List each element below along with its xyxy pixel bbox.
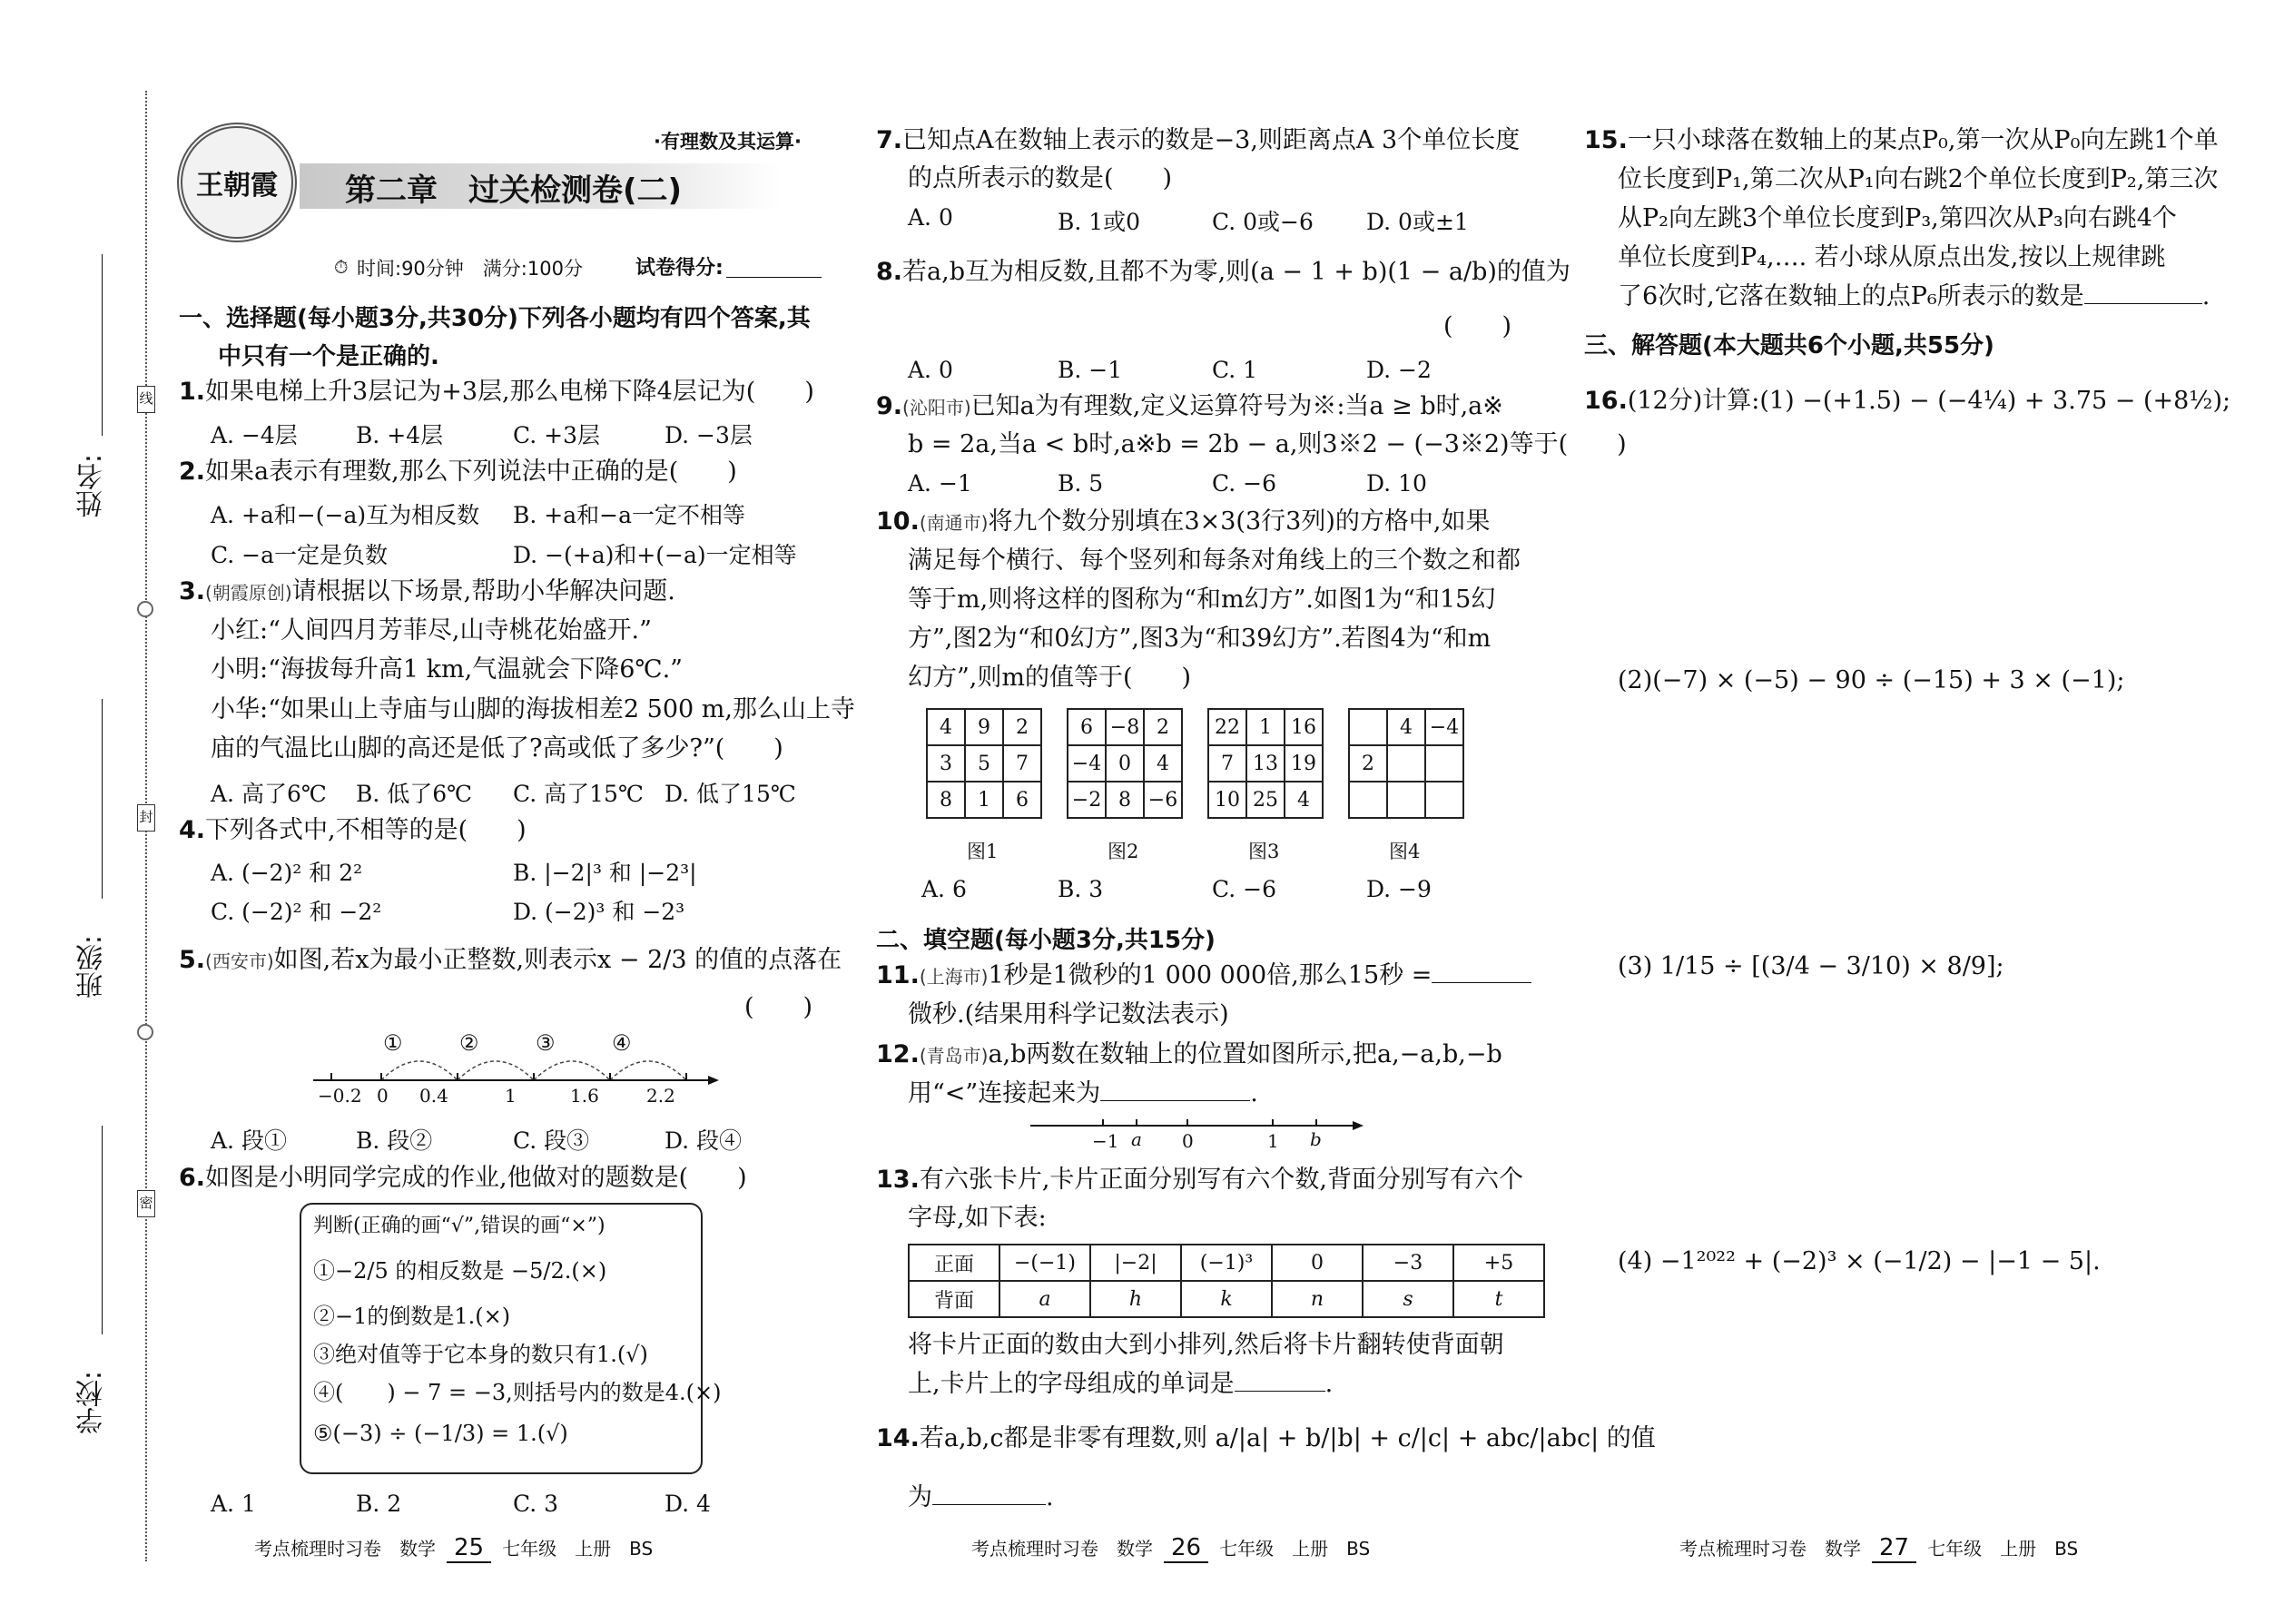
- footer-left: 考点梳理时习卷 数学: [1679, 1538, 1861, 1560]
- q1-num: 1.: [179, 378, 206, 406]
- q10-text-cont: 等于m,则将这样的图称为“和m幻方”.如图1为“和15幻: [908, 586, 1496, 614]
- q7: [876, 123, 1520, 159]
- q7-text: 已知点A在数轴上表示的数是−3,则距离点A 3个单位长度: [902, 126, 1521, 154]
- q2-num: 2.: [179, 458, 206, 486]
- q8-text: 若a,b互为相反数,且都不为零,则(a − 1 + b)(1 − a/b)的值为: [902, 258, 1570, 286]
- score-label: 试卷得分:: [635, 257, 724, 280]
- q9: [876, 389, 1503, 426]
- q13: [876, 1162, 1523, 1198]
- q12-text-cont: 用“<”连接起来为: [908, 1079, 1101, 1107]
- q12-blank[interactable]: [1100, 1100, 1250, 1101]
- q14-blank[interactable]: [932, 1504, 1046, 1505]
- q9-option-a[interactable]: A. −1: [908, 470, 972, 497]
- q13-text-cont: 上,卡片上的字母组成的单词是: [908, 1370, 1235, 1398]
- q6: [179, 1160, 747, 1196]
- q3-option-b[interactable]: B. 低了6℃: [356, 781, 473, 807]
- q8-option-b[interactable]: B. −1: [1058, 357, 1123, 383]
- q13-back-row: 背面 a h k n s t: [909, 1281, 1544, 1317]
- q8-option-a[interactable]: A. 0: [908, 357, 953, 383]
- q16-part2: (2)(−7) × (−5) − 90 ÷ (−15) + 3 × (−1);: [1618, 666, 2125, 694]
- q7-text-cont: 的点所表示的数是( ): [908, 164, 1173, 192]
- q5-option-d[interactable]: D. 段④: [665, 1127, 743, 1154]
- q3-text: 请根据以下场景,帮助小华解决问题.: [291, 577, 675, 605]
- q3-line1: 小红:“人间四月芳菲尽,山寺桃花始盛开.”: [211, 616, 652, 645]
- q14-text-cont: 为: [908, 1483, 932, 1511]
- q12-tick-label: a: [1131, 1128, 1142, 1150]
- q5-tick-label: 1.6: [570, 1085, 599, 1107]
- section3-title: 三、解答题(本大题共6个小题,共55分): [1584, 332, 1994, 359]
- q11-blank[interactable]: [1432, 982, 1531, 983]
- magic-square-2: 6 −8 2 −4 0 4 −2 8 −6: [1067, 708, 1183, 819]
- q14-num: 14.: [876, 1424, 920, 1452]
- q3-line2: 小明:“海拔每升高1 km,气温就会下降6℃.”: [211, 655, 683, 684]
- side-class-blank[interactable]: [102, 699, 103, 899]
- q2: [179, 454, 737, 490]
- q1-option-a[interactable]: A. −4层: [211, 422, 298, 448]
- q6-num: 6.: [179, 1164, 206, 1192]
- brand-logo-text: 王朝霞: [196, 170, 278, 202]
- q1-option-c[interactable]: C. +3层: [513, 422, 600, 448]
- footer-page-25: [254, 1534, 653, 1563]
- q9-option-c[interactable]: C. −6: [1212, 470, 1276, 497]
- q10: [876, 504, 1490, 541]
- q6-homework-line: ②−1的倒数是1.(×): [313, 1304, 511, 1329]
- q10-num: 10.: [876, 507, 920, 536]
- q15-text-cont: 单位长度到P₄,…. 若小球从原点出发,按以上规律跳: [1618, 243, 2166, 271]
- q12-tick-label: 1: [1267, 1130, 1279, 1152]
- q11-text: 1秒是1微秒的1 000 000倍,那么15秒 =: [988, 961, 1433, 989]
- q6-homework-line: ⑤(−3) ÷ (−1/3) = 1.(√): [313, 1421, 568, 1446]
- footer-left: 考点梳理时习卷 数学: [254, 1538, 436, 1560]
- q3-line4: 庙的气温比山脚的高还是低了?高或低了多少?”( ): [211, 734, 783, 763]
- q2-text: 如果a表示有理数,那么下列说法中正确的是( ): [205, 458, 737, 486]
- q4-num: 4.: [179, 816, 206, 844]
- q13-text: 有六张卡片,卡片正面分别写有六个数,背面分别写有六个: [919, 1166, 1524, 1194]
- q12: [876, 1037, 1502, 1074]
- q13-card-table: [908, 1244, 1545, 1318]
- footer-right: 七年级 上册 BS: [502, 1538, 654, 1560]
- q16: [1584, 383, 2230, 419]
- q10-text: 将九个数分别填在3×3(3行3列)的方格中,如果: [988, 507, 1491, 536]
- q6-text: 如图是小明同学完成的作业,他做对的题数是( ): [205, 1164, 747, 1192]
- time-info: 时间:90分钟 满分:100分: [357, 258, 583, 280]
- page-number: 25: [447, 1534, 491, 1563]
- clock-icon: ⏱: [334, 256, 349, 278]
- q8-num: 8.: [876, 258, 903, 286]
- q10-text-cont: 幻方”,则m的值等于( ): [908, 664, 1192, 692]
- q11-text-cont: 微秒.(结果用科学记数法表示): [908, 1000, 1229, 1029]
- q6-option-a[interactable]: A. 1: [211, 1491, 256, 1517]
- q13-num: 13.: [876, 1166, 920, 1194]
- q10-option-a[interactable]: A. 6: [921, 876, 967, 902]
- q10-option-b[interactable]: B. 3: [1058, 876, 1104, 902]
- q5-option-a[interactable]: A. 段①: [211, 1127, 287, 1154]
- q9-text: 已知a为有理数,定义运算符号为※:当a ≥ b时,a※: [970, 392, 1503, 420]
- q5-num: 5.: [179, 946, 206, 974]
- q10-source: (南通市): [919, 512, 989, 534]
- q6-option-c[interactable]: C. 3: [513, 1491, 559, 1517]
- q2-option-d[interactable]: D. −(+a)和+(−a)一定相等: [513, 542, 797, 568]
- q6-homework-line: ①−2/5 的相反数是 −5/2.(×): [313, 1258, 607, 1284]
- section1-title: 一、选择题(每小题3分,共30分)下列各小题均有四个答案,其: [179, 305, 811, 332]
- seal-mark-line: 线: [137, 386, 155, 413]
- q5-seg-label-2: ②: [459, 1030, 479, 1056]
- q6-homework-line: ③绝对值等于它本身的数只有1.(√): [313, 1342, 648, 1367]
- score-blank[interactable]: [726, 277, 822, 278]
- q1-text: 如果电梯上升3层记为+3层,那么电梯下降4层记为( ): [205, 378, 814, 406]
- section2-title: 二、填空题(每小题3分,共15分): [876, 927, 1216, 954]
- q3-option-a[interactable]: A. 高了6℃: [211, 781, 327, 807]
- q2-option-c[interactable]: C. −a一定是负数: [211, 542, 388, 568]
- magic-caption: 图3: [1248, 841, 1280, 862]
- section1-title-cont: 中只有一个是正确的.: [218, 343, 439, 370]
- q15-blank[interactable]: [2084, 303, 2202, 304]
- q4-option-b[interactable]: B. |−2|³ 和 |−2³|: [513, 860, 697, 886]
- footer-page-27: [1679, 1534, 2078, 1563]
- q7-option-a[interactable]: A. 0: [908, 204, 953, 231]
- binding-hole: [137, 1024, 153, 1040]
- q6-option-b[interactable]: B. 2: [356, 1491, 402, 1517]
- q1-option-d[interactable]: D. −3层: [665, 422, 753, 448]
- q5-paren: ( ): [744, 993, 813, 1021]
- q8-paren: ( ): [1443, 312, 1512, 340]
- side-name-blank[interactable]: [102, 254, 103, 436]
- footer-page-26: [971, 1534, 1370, 1563]
- q2-option-a[interactable]: A. +a和−(−a)互为相反数: [211, 502, 480, 528]
- q7-option-b[interactable]: B. 1或0: [1058, 209, 1141, 235]
- q3-source: (朝霞原创): [205, 582, 292, 604]
- q5-text: 如图,若x为最小正整数,则表示x − 2/3 的值的点落在: [273, 946, 842, 974]
- q16-part1: (12分)计算:(1) −(+1.5) − (−4¼) + 3.75 − (+8½);: [1627, 387, 2231, 415]
- q14-line2: 为 .: [908, 1483, 1054, 1511]
- header-tagline: ·有理数及其运算·: [654, 131, 802, 153]
- q5: [179, 942, 842, 979]
- q4-option-a[interactable]: A. (−2)² 和 2²: [211, 860, 363, 886]
- q11-source: (上海市): [919, 966, 989, 988]
- page-number: 26: [1164, 1534, 1208, 1563]
- magic-square-1: 4 9 2 3 5 7 8 1 6: [926, 708, 1042, 819]
- side-class-label: 班级:: [76, 935, 108, 999]
- q4-option-c[interactable]: C. (−2)² 和 −2²: [211, 899, 382, 925]
- q6-option-d[interactable]: D. 4: [665, 1491, 711, 1517]
- q8-option-d[interactable]: D. −2: [1366, 357, 1432, 383]
- q15-line5: 了6次时,它落在数轴上的点P₆所表示的数是 .: [1618, 282, 2210, 310]
- q5-tick-label: 2.2: [646, 1085, 675, 1107]
- footer-right: 七年级 上册 BS: [1927, 1538, 2079, 1560]
- q10-text-cont: 方”,图2为“和0幻方”,图3为“和39幻方”.若图4为“和m: [908, 625, 1492, 653]
- q5-seg-label-1: ①: [383, 1030, 403, 1056]
- q3-option-c[interactable]: C. 高了15℃: [513, 781, 644, 807]
- q5-seg-label-4: ④: [612, 1030, 632, 1056]
- q12-num: 12.: [876, 1040, 920, 1068]
- page-number: 27: [1872, 1534, 1916, 1563]
- q11: [876, 958, 1531, 995]
- q12-tick-label: 0: [1182, 1130, 1194, 1152]
- q4-option-d[interactable]: D. (−2)³ 和 −2³: [513, 899, 685, 925]
- q6-homework-line: 判断(正确的画“√”,错误的画“×”): [313, 1215, 605, 1237]
- q4-text: 下列各式中,不相等的是( ): [205, 816, 527, 844]
- q13-text-cont: 字母,如下表:: [908, 1204, 1047, 1232]
- q15-text-cont: 位长度到P₁,第二次从P₁向右跳2个单位长度到P₂,第三次: [1618, 165, 2219, 193]
- q15-text-cont: 从P₂向左跳3个单位长度到P₃,第四次从P₃向右跳4个: [1618, 204, 2177, 232]
- magic-caption: 图2: [1108, 841, 1139, 862]
- seal-mark-seal: 封: [137, 804, 155, 832]
- q15: [1584, 123, 2219, 159]
- q3-num: 3.: [179, 577, 206, 605]
- q14: [876, 1421, 1656, 1457]
- q16-part4: (4) −1²⁰²² + (−2)³ × (−1/2) − |−1 − 5|.: [1618, 1247, 2101, 1275]
- q12-tick-label: b: [1310, 1128, 1322, 1150]
- q15-text-cont: 了6次时,它落在数轴上的点P₆所表示的数是: [1618, 282, 2084, 310]
- q3-line3: 小华:“如果山上寺庙与山脚的海拔相差2 500 m,那么山上寺: [211, 695, 855, 723]
- side-school-label: 学校:: [76, 1371, 108, 1435]
- magic-square-3: 22 1 16 7 13 19 10 25 4: [1207, 708, 1324, 819]
- q3: [179, 574, 675, 611]
- q9-num: 9.: [876, 392, 903, 420]
- q1-option-b[interactable]: B. +4层: [356, 422, 444, 448]
- q5-tick-label: −0.2: [318, 1085, 362, 1107]
- q1: [179, 374, 814, 410]
- q5-option-b[interactable]: B. 段②: [356, 1127, 433, 1154]
- q12-text: a,b两数在数轴上的位置如图所示,把a,−a,b,−b: [988, 1040, 1502, 1068]
- q8: [876, 254, 1570, 290]
- side-name-label: 姓名:: [76, 454, 108, 518]
- seal-mark-secret: 密: [137, 1190, 155, 1217]
- q3-option-d[interactable]: D. 低了15℃: [665, 781, 796, 807]
- q15-text: 一只小球落在数轴上的某点P₀,第一次从P₀向左跳1个单: [1627, 126, 2219, 154]
- q9-source: (沁阳市): [902, 397, 971, 418]
- q10-option-c[interactable]: C. −6: [1212, 876, 1276, 902]
- magic-square-4: 4 −4 2: [1348, 708, 1464, 819]
- q9-text-cont: b = 2a,当a < b时,a※b = 2b − a,则3※2 − (−3※2)等于( ): [908, 430, 1627, 458]
- q6-homework-line: ④( ) − 7 = −3,则括号内的数是4.(×): [313, 1380, 722, 1405]
- header-title: 第二章 过关检测卷(二): [345, 172, 683, 209]
- q7-num: 7.: [876, 126, 903, 154]
- q16-num: 16.: [1584, 387, 1628, 415]
- q14-text: 若a,b,c都是非零有理数,则 a/|a| + b/|b| + c/|c| + abc/|abc| 的值: [919, 1424, 1656, 1452]
- q16-part3: (3) 1/15 ÷ [(3/4 − 3/10) × 8/9];: [1618, 952, 2004, 980]
- q12-tick-label: −1: [1092, 1130, 1119, 1152]
- q4: [179, 812, 527, 849]
- footer-left: 考点梳理时习卷 数学: [971, 1538, 1153, 1560]
- binding-hole: [137, 601, 153, 617]
- q5-source: (西安市): [205, 950, 274, 972]
- q12-line2: 用“<”连接起来为 .: [908, 1079, 1258, 1107]
- q5-tick-label: 1: [505, 1085, 517, 1107]
- q11-num: 11.: [876, 961, 920, 989]
- q5-option-c[interactable]: C. 段③: [513, 1127, 590, 1154]
- q7-option-c[interactable]: C. 0或−6: [1212, 209, 1314, 235]
- q2-option-b[interactable]: B. +a和−a一定不相等: [513, 502, 745, 528]
- brand-logo: [177, 123, 297, 242]
- q8-option-c[interactable]: C. 1: [1212, 357, 1258, 383]
- q10-option-d[interactable]: D. −9: [1366, 876, 1432, 902]
- side-school-blank[interactable]: [102, 1126, 103, 1334]
- q5-tick-label: 0.4: [419, 1085, 448, 1107]
- q7-option-d[interactable]: D. 0或±1: [1366, 209, 1469, 235]
- q9-option-d[interactable]: D. 10: [1366, 470, 1427, 497]
- q13-front-row: 正面 −(−1) |−2| (−1)³ 0 −3 +5: [909, 1245, 1544, 1281]
- q13-blank[interactable]: [1235, 1391, 1325, 1392]
- q13-text-cont: 将卡片正面的数由大到小排列,然后将卡片翻转使背面朝: [908, 1331, 1504, 1359]
- q15-num: 15.: [1584, 126, 1628, 154]
- q12-source: (青岛市): [919, 1045, 989, 1067]
- q5-seg-label-3: ③: [536, 1030, 556, 1056]
- q10-text-cont: 满足每个横行、每个竖列和每条对角线上的三个数之和都: [908, 546, 1521, 575]
- magic-caption: 图1: [967, 841, 999, 862]
- magic-caption: 图4: [1389, 841, 1421, 862]
- footer-right: 七年级 上册 BS: [1219, 1538, 1371, 1560]
- q13-line4: 上,卡片上的字母组成的单词是 .: [908, 1370, 1334, 1398]
- q9-option-b[interactable]: B. 5: [1058, 470, 1104, 497]
- q5-tick-label: 0: [377, 1085, 389, 1107]
